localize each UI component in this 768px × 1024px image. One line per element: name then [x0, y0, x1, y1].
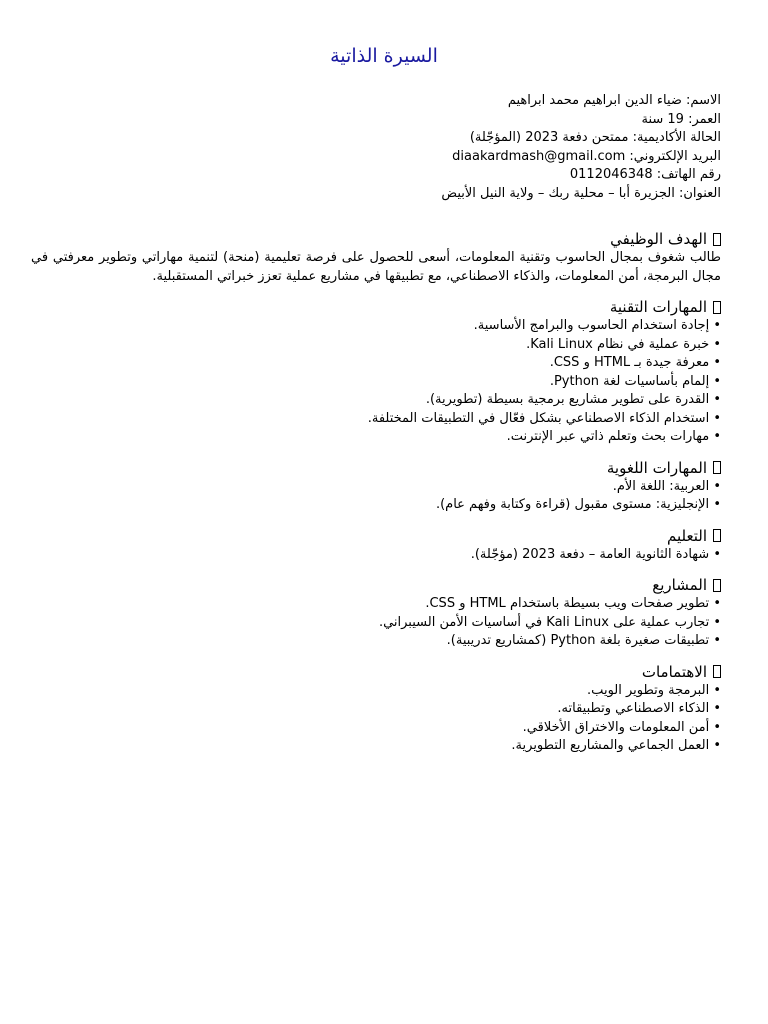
cv-content — [31, 92, 721, 767]
list-item: • القدرة على تطوير مشاريع برمجية بسيطة (تطويرية). — [31, 391, 721, 410]
language-skills-heading — [31, 458, 721, 478]
language-skills-heading-text: المهارات اللغوية — [606, 458, 707, 477]
section-education — [31, 526, 721, 565]
personal-info — [31, 92, 721, 203]
projects-heading — [31, 575, 721, 595]
missing-glyph-icon — [713, 579, 721, 592]
language-skills-list — [31, 478, 721, 515]
list-item: • العمل الجماعي والمشاريع التطويرية. — [31, 737, 721, 756]
interests-heading-text: الاهتمامات — [641, 662, 707, 681]
info-academic-status: الحالة الأكاديمية: ممتحن دفعة 2023 (المؤجّلة) — [469, 130, 721, 145]
list-item: • أمن المعلومات والاختراق الأخلاقي. — [31, 719, 721, 738]
missing-glyph-icon — [713, 529, 721, 542]
section-technical-skills — [31, 297, 721, 447]
info-name: الاسم: ضياء الدين ابراهيم محمد ابراهيم — [507, 93, 721, 108]
missing-glyph-icon — [713, 461, 721, 474]
info-phone: رقم الهاتف: 0112046348 — [569, 167, 721, 182]
projects-list — [31, 595, 721, 651]
technical-skills-heading — [31, 297, 721, 317]
list-item: • إجادة استخدام الحاسوب والبرامج الأساسية. — [31, 317, 721, 336]
list-item: • تجارب عملية على Kali Linux في أساسيات الأمن السيبراني. — [31, 614, 721, 633]
info-address: العنوان: الجزيرة أبا – محلية ربك – ولاية النيل الأبيض — [441, 185, 721, 201]
education-heading — [31, 526, 721, 546]
list-item: • البرمجة وتطوير الويب. — [31, 682, 721, 701]
list-item: • الإنجليزية: مستوى مقبول (قراءة وكتابة وفهم عام). — [31, 496, 721, 515]
info-age: العمر: 19 سنة — [641, 111, 721, 127]
education-list — [31, 546, 721, 565]
missing-glyph-icon — [713, 665, 721, 678]
section-objective — [31, 229, 721, 286]
projects-heading-text: المشاريع — [652, 576, 707, 594]
objective-heading — [31, 229, 721, 249]
list-item: • خبرة عملية في نظام Kali Linux. — [31, 336, 721, 355]
document-title: السيرة الذاتية — [330, 45, 438, 67]
list-item: • تطوير صفحات ويب بسيطة باستخدام HTML و CSS. — [31, 595, 721, 614]
list-item: • شهادة الثانوية العامة – دفعة 2023 (مؤجّلة). — [31, 546, 721, 565]
list-item: • مهارات بحث وتعلم ذاتي عبر الإنترنت. — [31, 428, 721, 447]
list-item: • استخدام الذكاء الاصطناعي بشكل فعّال في التطبيقات المختلفة. — [31, 410, 721, 429]
missing-glyph-icon — [713, 301, 721, 314]
info-email: البريد الإلكتروني: diaakardmash@gmail.com — [452, 148, 721, 164]
list-item: • معرفة جيدة بـ HTML و CSS. — [31, 354, 721, 373]
section-projects — [31, 575, 721, 651]
interests-heading — [31, 662, 721, 682]
list-item: • العربية: اللغة الأم. — [31, 478, 721, 497]
section-interests — [31, 662, 721, 756]
education-heading-text: التعليم — [667, 526, 707, 545]
interests-list — [31, 682, 721, 756]
missing-glyph-icon — [713, 233, 721, 246]
objective-paragraph: طالب شغوف بمجال الحاسوب وتقنية المعلومات، أسعى للحصول على فرصة تعليمية (منحة) لتنمية مهاراتي وتطوير معرفتي في مجال البرمجة، أمن المعلومات، والذكاء الاصطناعي، مع تطبيقها في مشاريع عملية تعزز خبراتي المستقبلية. — [31, 250, 721, 284]
technical-skills-list — [31, 317, 721, 447]
objective-heading-text: الهدف الوظيفي — [610, 230, 707, 248]
technical-skills-heading-text: المهارات التقنية — [609, 298, 707, 316]
list-item: • إلمام بأساسيات لغة Python. — [31, 373, 721, 392]
section-language-skills — [31, 458, 721, 515]
list-item: • تطبيقات صغيرة بلغة Python (كمشاريع تدريبية). — [31, 632, 721, 651]
list-item: • الذكاء الاصطناعي وتطبيقاته. — [31, 700, 721, 719]
